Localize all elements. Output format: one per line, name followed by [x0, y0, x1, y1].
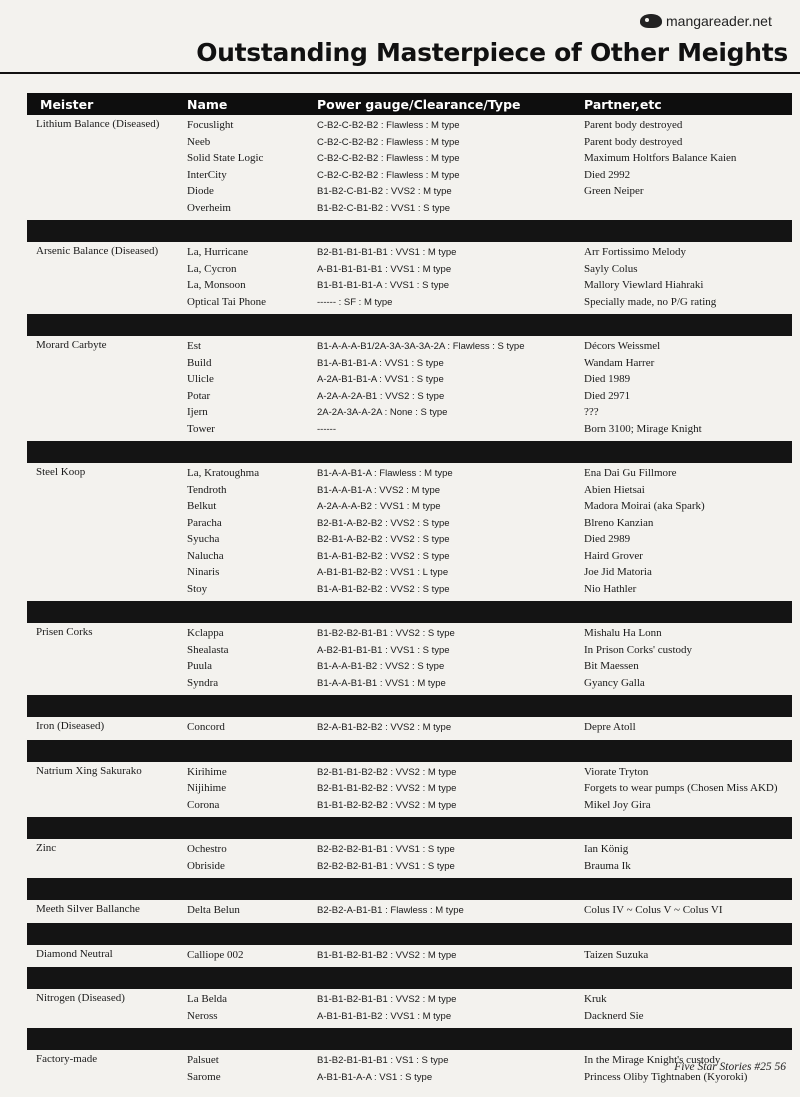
meister-label: Natrium Xing Sakurako [36, 764, 142, 777]
partner: Kruk [584, 993, 607, 1005]
partner: Madora Moirai (aka Spark) [584, 500, 705, 512]
power-gauge: C-B2-C-B2-B2 : Flawless : M type [317, 153, 460, 164]
table-row [27, 642, 792, 659]
table-row [27, 719, 792, 736]
mortar-headd-name: La, Cycron [187, 262, 237, 275]
mortar-headd-name: InterCity [187, 168, 227, 181]
group-separator [27, 740, 792, 762]
mortar-headd-name: Optical Tai Phone [187, 295, 267, 308]
mangareader-logo-icon [640, 14, 662, 28]
mortar-headd-name: Ulicle [187, 373, 214, 385]
mortar-headd-name: Syndra [187, 676, 219, 689]
mortar-headd-name: Puula [187, 660, 213, 672]
power-gauge: B1-A-A-B1-B1 : VVS1 : M type [317, 677, 446, 689]
table-row [27, 675, 792, 692]
mortar-headd-name: Sarome [187, 1070, 221, 1083]
mortar-headd-name: Ninaris [187, 566, 220, 578]
power-gauge: A-2A-B1-B1-A : VVS1 : S type [317, 374, 444, 385]
mortar-headd-name: La Belda [187, 993, 228, 1005]
header-power: Power gauge/Clearance/Type [317, 97, 521, 112]
power-gauge: ------ [317, 423, 336, 435]
partner: Ena Dai Gu Fillmore [584, 467, 677, 479]
power-gauge: B1-A-B1-B1-A : VVS1 : S type [317, 357, 444, 369]
partner: Depre Atoll [584, 721, 636, 733]
power-gauge: C-B2-C-B2-B2 : Flawless : M type [317, 136, 460, 148]
partner: Maximum Holtfors Balance Kaien [584, 152, 737, 164]
group-separator [27, 967, 792, 989]
power-gauge: B2-B2-B2-B1-B1 : VVS1 : S type [317, 860, 455, 872]
partner: Nio Hathler [584, 582, 637, 595]
partner: Died 1989 [584, 373, 631, 385]
power-gauge: A-B1-B1-B1-B2 : VVS1 : M type [317, 1010, 452, 1022]
mortar-headd-name: Corona [187, 798, 220, 811]
mortar-headd-name: Kirihime [187, 765, 227, 778]
mortar-headd-name: Kclappa [187, 627, 224, 639]
partner: Sayly Colus [584, 262, 638, 275]
power-gauge: B2-B2-A-B1-B1 : Flawless : M type [317, 905, 464, 916]
meister-group [27, 463, 792, 601]
table-row [27, 404, 792, 421]
partner: Blreno Kanzian [584, 516, 654, 529]
mortar-headd-name: Stoy [187, 582, 208, 595]
power-gauge: A-2A-A-A-B2 : VVS1 : M type [317, 501, 441, 512]
table-row [27, 421, 792, 438]
partner: Wandam Harrer [584, 356, 655, 369]
page-title: Outstanding Masterpiece of Other Meights [196, 38, 788, 67]
meister-label: Arsenic Balance (Diseased) [36, 245, 159, 257]
partner: Arr Fortissimo Melody [584, 246, 687, 258]
partner: In Prison Corks' custody [584, 643, 693, 656]
mortar-headd-name: Build [187, 356, 212, 369]
meister-group [27, 762, 792, 818]
power-gauge: B1-B1-B1-B1-A : VVS1 : S type [317, 280, 450, 291]
table-row [27, 498, 792, 515]
table-row [27, 388, 792, 405]
mortar-headd-name: Est [187, 340, 202, 352]
mortar-headd-name: Diode [187, 185, 214, 197]
mortar-headd-name: Shealasta [187, 643, 229, 656]
table-body [27, 115, 792, 1089]
watermark-text: mangareader.net [666, 13, 772, 29]
partner: Born 3100; Mirage Knight [584, 422, 702, 435]
partner: Colus IV ~ Colus V ~ Colus VI [584, 904, 723, 916]
mortar-headd-name: La, Hurricane [187, 246, 249, 258]
partner: Gyancy Galla [584, 676, 645, 689]
table-row [27, 515, 792, 532]
table-row [27, 947, 792, 964]
mortar-headd-name: Tendroth [187, 483, 227, 496]
partner: Specially made, no P/G rating [584, 295, 717, 308]
power-gauge: A-2A-A-2A-B1 : VVS2 : S type [317, 390, 445, 402]
meister-group [27, 945, 792, 968]
mortar-headd-name: Focuslight [187, 119, 234, 131]
partner: Died 2989 [584, 533, 631, 545]
meister-group [27, 989, 792, 1028]
partner: Died 2971 [584, 389, 631, 402]
meister-table [27, 93, 792, 1089]
title-divider [0, 72, 800, 74]
table-row [27, 244, 792, 261]
power-gauge: B1-A-B1-B2-B2 : VVS2 : S type [317, 583, 450, 595]
header-partner: Partner,etc [584, 97, 662, 112]
partner: ??? [584, 406, 599, 418]
table-row [27, 581, 792, 598]
meister-group [27, 623, 792, 695]
partner: Mishalu Ha Lonn [584, 627, 662, 639]
power-gauge: B1-B1-B2-B1-B2 : VVS2 : M type [317, 949, 457, 961]
table-row [27, 841, 792, 858]
mortar-headd-name: Delta Belun [187, 904, 240, 916]
mortar-headd-name: Ochestro [187, 843, 227, 855]
partner: Bit Maessen [584, 660, 639, 672]
meister-group [27, 839, 792, 878]
group-separator [27, 601, 792, 623]
meister-label: Factory-made [36, 1053, 98, 1065]
group-separator [27, 695, 792, 717]
mortar-headd-name: Belkut [187, 500, 217, 512]
partner: Mikel Joy Gira [584, 798, 651, 811]
meister-group [27, 115, 792, 220]
table-header [27, 93, 792, 115]
page-footer: Five Star Stories #25 56 [674, 1061, 786, 1073]
partner: Mallory Viewlard Hiahraki [584, 279, 704, 291]
meister-label: Lithium Balance (Diseased) [36, 118, 160, 130]
table-row [27, 465, 792, 482]
mortar-headd-name: Neeb [187, 135, 211, 148]
power-gauge: B1-A-A-B1-A : Flawless : M type [317, 468, 453, 479]
power-gauge: C-B2-C-B2-B2 : Flawless : M type [317, 120, 460, 131]
power-gauge: B2-B2-B2-B1-B1 : VVS1 : S type [317, 844, 455, 855]
mortar-headd-name: Nalucha [187, 549, 224, 562]
table-row [27, 294, 792, 311]
table-row [27, 764, 792, 781]
meister-label: Diamond Neutral [36, 947, 113, 960]
group-separator [27, 441, 792, 463]
table-row [27, 780, 792, 797]
mortar-headd-name: Solid State Logic [187, 152, 264, 164]
header-meister: Meister [40, 97, 94, 112]
table-row [27, 183, 792, 200]
meister-group [27, 717, 792, 740]
meister-label: Meeth Silver Ballanche [36, 903, 140, 915]
table-row [27, 200, 792, 217]
mortar-headd-name: Calliope 002 [187, 948, 244, 961]
group-separator [27, 817, 792, 839]
mortar-headd-name: Paracha [187, 516, 222, 529]
power-gauge: B2-B1-A-B2-B2 : VVS2 : S type [317, 534, 450, 545]
partner: In the Mirage Knight's custody [584, 1054, 721, 1066]
partner: Viorate Tryton [584, 765, 649, 778]
table-row [27, 858, 792, 875]
watermark [640, 10, 790, 32]
mortar-headd-name: Neross [187, 1009, 218, 1022]
meister-label: Nitrogen (Diseased) [36, 992, 125, 1004]
meister-group [27, 336, 792, 441]
partner: Taizen Suzuka [584, 948, 649, 961]
power-gauge: C-B2-C-B2-B2 : Flawless : M type [317, 169, 460, 181]
mortar-headd-name: Obriside [187, 859, 225, 872]
table-row [27, 564, 792, 581]
power-gauge: 2A-2A-3A-A-2A : None : S type [317, 407, 448, 418]
partner: Joe Jid Matoria [584, 566, 652, 578]
mortar-headd-name: Concord [187, 721, 225, 733]
power-gauge: B2-B1-B1-B1-B1 : VVS1 : M type [317, 247, 457, 258]
table-row [27, 991, 792, 1008]
table-row [27, 658, 792, 675]
table-row [27, 625, 792, 642]
power-gauge: B1-B2-B1-B1-B1 : VS1 : S type [317, 1055, 449, 1066]
power-gauge: A-B1-B1-B2-B2 : VVS1 : L type [317, 567, 449, 578]
partner: Haird Grover [584, 549, 643, 562]
power-gauge: A-B1-B1-B1-B1 : VVS1 : M type [317, 263, 452, 275]
header-name: Name [187, 97, 228, 112]
mortar-headd-name: Ijern [187, 406, 208, 418]
mortar-headd-name: Palsuet [187, 1054, 219, 1066]
partner: Parent body destroyed [584, 135, 683, 148]
mortar-headd-name: Nijihime [187, 782, 227, 794]
mortar-headd-name: Tower [187, 422, 215, 435]
mortar-headd-name: Overheim [187, 201, 231, 214]
partner: Forgets to wear pumps (Chosen Miss AKD) [584, 782, 778, 794]
partner: Princess Oliby Tightnaben (Kyoroki) [584, 1070, 748, 1083]
table-row [27, 117, 792, 134]
power-gauge: B2-B1-A-B2-B2 : VVS2 : S type [317, 517, 450, 529]
partner: Green Neiper [584, 185, 644, 197]
power-gauge: A-B1-B1-A-A : VS1 : S type [317, 1071, 433, 1083]
mortar-headd-name: Potar [187, 389, 211, 402]
power-gauge: B2-A-B1-B2-B2 : VVS2 : M type [317, 722, 452, 733]
table-row [27, 902, 792, 919]
partner: Décors Weissmel [584, 340, 661, 352]
power-gauge: B1-B1-B2-B2-B2 : VVS2 : M type [317, 799, 457, 811]
power-gauge: B1-B1-B2-B1-B1 : VVS2 : M type [317, 994, 457, 1005]
partner: Died 2992 [584, 168, 631, 181]
table-row [27, 371, 792, 388]
table-row [27, 797, 792, 814]
power-gauge: ------ : SF : M type [317, 296, 393, 308]
table-row [27, 338, 792, 355]
partner: Dacknerd Sie [584, 1009, 644, 1022]
power-gauge: B1-B2-B2-B1-B1 : VVS2 : S type [317, 628, 455, 639]
power-gauge: B1-A-B1-B2-B2 : VVS2 : S type [317, 550, 450, 562]
partner: Parent body destroyed [584, 119, 683, 131]
group-separator [27, 923, 792, 945]
meister-label: Steel Koop [36, 466, 86, 478]
meister-label: Morard Carbyte [36, 339, 107, 351]
power-gauge: A-B2-B1-B1-B1 : VVS1 : S type [317, 644, 450, 656]
table-row [27, 150, 792, 167]
mortar-headd-name: La, Kratoughma [187, 467, 260, 479]
table-row [27, 1008, 792, 1025]
table-row [27, 548, 792, 565]
group-separator [27, 220, 792, 242]
table-row [27, 482, 792, 499]
partner: Ian König [584, 843, 629, 855]
group-separator [27, 878, 792, 900]
power-gauge: B2-B1-B1-B2-B2 : VVS2 : M type [317, 766, 457, 778]
group-separator [27, 1028, 792, 1050]
table-row [27, 277, 792, 294]
meister-group [27, 900, 792, 923]
meister-label: Prisen Corks [36, 626, 93, 638]
table-row [27, 134, 792, 151]
meister-label: Iron (Diseased) [36, 720, 105, 732]
table-row [27, 261, 792, 278]
partner: Abien Hietsai [584, 483, 645, 496]
table-row [27, 355, 792, 372]
power-gauge: B1-A-A-B1-A : VVS2 : M type [317, 484, 441, 496]
group-separator [27, 314, 792, 336]
power-gauge: B1-A-A-A-B1/2A-3A-3A-3A-2A : Flawless : S type [317, 341, 525, 352]
power-gauge: B1-B2-C-B1-B2 : VVS2 : M type [317, 186, 452, 197]
partner: Brauma Ik [584, 859, 631, 872]
meister-group [27, 242, 792, 314]
mortar-headd-name: La, Monsoon [187, 279, 246, 291]
mortar-headd-name: Syucha [187, 533, 220, 545]
table-row [27, 531, 792, 548]
table-row [27, 167, 792, 184]
power-gauge: B1-B2-C-B1-B2 : VVS1 : S type [317, 202, 451, 214]
power-gauge: B2-B1-B1-B2-B2 : VVS2 : M type [317, 783, 457, 794]
power-gauge: B1-A-A-B1-B2 : VVS2 : S type [317, 661, 445, 672]
meister-label: Zinc [36, 842, 57, 854]
